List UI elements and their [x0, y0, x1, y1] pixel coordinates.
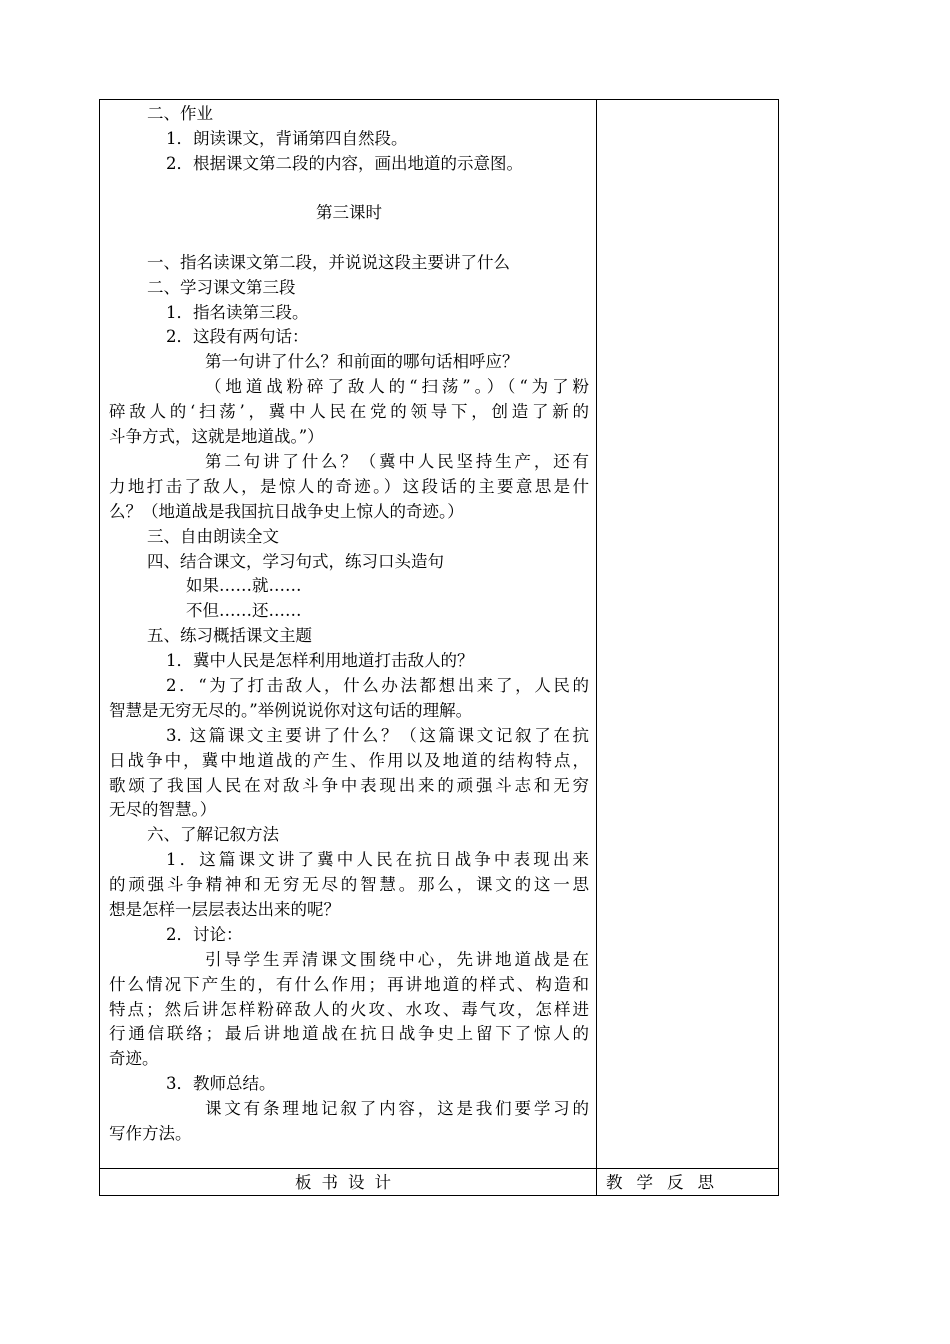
- text-line: 什么情况下产生的，有什么作用；再讲地道的样式、构造和: [109, 975, 589, 994]
- blackboard-design-header: 板书设计: [295, 1173, 401, 1192]
- text-line: 1．这篇课文讲了冀中人民在抗日战争中表现出来: [166, 850, 589, 869]
- text-line: 日战争中，冀中地道战的产生、作用以及地道的结构特点，: [109, 751, 589, 770]
- text-line: 3. 这篇课文主要讲了什么？（这篇课文记叙了在抗: [166, 726, 589, 745]
- text-line: 智慧是无穷无尽的。”举例说说你对这句话的理解。: [109, 701, 473, 720]
- text-line: （地道战粉碎了敌人的“扫荡”。）（“为了粉: [205, 377, 589, 396]
- text-line: 么？（地道战是我国抗日战争史上惊人的奇迹。）: [109, 502, 464, 521]
- text-line: 六、了解记叙方法: [147, 825, 279, 844]
- text-line: 五、练习概括课文主题: [147, 626, 312, 645]
- section-title: 第三课时: [316, 203, 382, 222]
- text-line: 1．朗读课文，背诵第四自然段。: [166, 129, 408, 148]
- text-line: 二、作业: [147, 104, 213, 123]
- text-line: 行通信联络；最后讲地道战在抗日战争史上留下了惊人的: [109, 1024, 589, 1043]
- text-line: 2．这段有两句话：: [166, 327, 309, 346]
- text-line: 2．“为了打击敌人，什么办法都想出来了，人民的: [166, 676, 589, 695]
- column-divider: [596, 100, 597, 1195]
- text-line: 1．指名读第三段。: [166, 303, 309, 322]
- text-line: 四、结合课文，学习句式，练习口头造句: [147, 552, 444, 571]
- text-line: 2．根据课文第二段的内容，画出地道的示意图。: [166, 154, 523, 173]
- text-line: 碎敌人的‘扫荡’，冀中人民在党的领导下，创造了新的: [109, 402, 589, 421]
- text-line: 引导学生弄清课文围绕中心，先讲地道战是在: [205, 950, 589, 969]
- text-line: 奇迹。: [109, 1049, 159, 1068]
- text-line: 想是怎样一层层表达出来的呢？: [109, 900, 340, 919]
- text-line: 无尽的智慧。）: [109, 800, 217, 819]
- text-line: 如果……就……: [186, 576, 302, 595]
- text-line: 第一句讲了什么？和前面的哪句话相呼应？: [205, 352, 519, 371]
- text-line: 二、学习课文第三段: [147, 278, 296, 297]
- text-line: 课文有条理地记叙了内容，这是我们要学习的: [205, 1099, 589, 1118]
- text-line: 三、自由朗读全文: [147, 527, 279, 546]
- text-line: 的顽强斗争精神和无穷无尽的智慧。那么，课文的这一思: [109, 875, 589, 894]
- text-line: 力地打击了敌人，是惊人的奇迹。）这段话的主要意思是什: [109, 477, 589, 496]
- text-line: 3．教师总结。: [166, 1074, 276, 1093]
- text-line: 第二句讲了什么？（冀中人民坚持生产，还有: [205, 452, 589, 471]
- lesson-plan-table: [99, 99, 779, 1196]
- teaching-reflection-header: 教学反思: [606, 1173, 728, 1192]
- text-line: 歌颂了我国人民在对敌斗争中表现出来的顽强斗志和无穷: [109, 776, 589, 795]
- text-line: 1．冀中人民是怎样利用地道打击敌人的？: [166, 651, 474, 670]
- text-line: 不但……还……: [186, 601, 302, 620]
- text-line: 写作方法。: [109, 1124, 192, 1143]
- text-line: 一、指名读课文第二段，并说说这段主要讲了什么: [147, 253, 510, 272]
- text-line: 斗争方式，这就是地道战。”）: [109, 427, 324, 446]
- text-line: 特点；然后讲怎样粉碎敌人的火攻、水攻、毒气攻，怎样进: [109, 1000, 589, 1019]
- text-line: 2．讨论：: [166, 925, 243, 944]
